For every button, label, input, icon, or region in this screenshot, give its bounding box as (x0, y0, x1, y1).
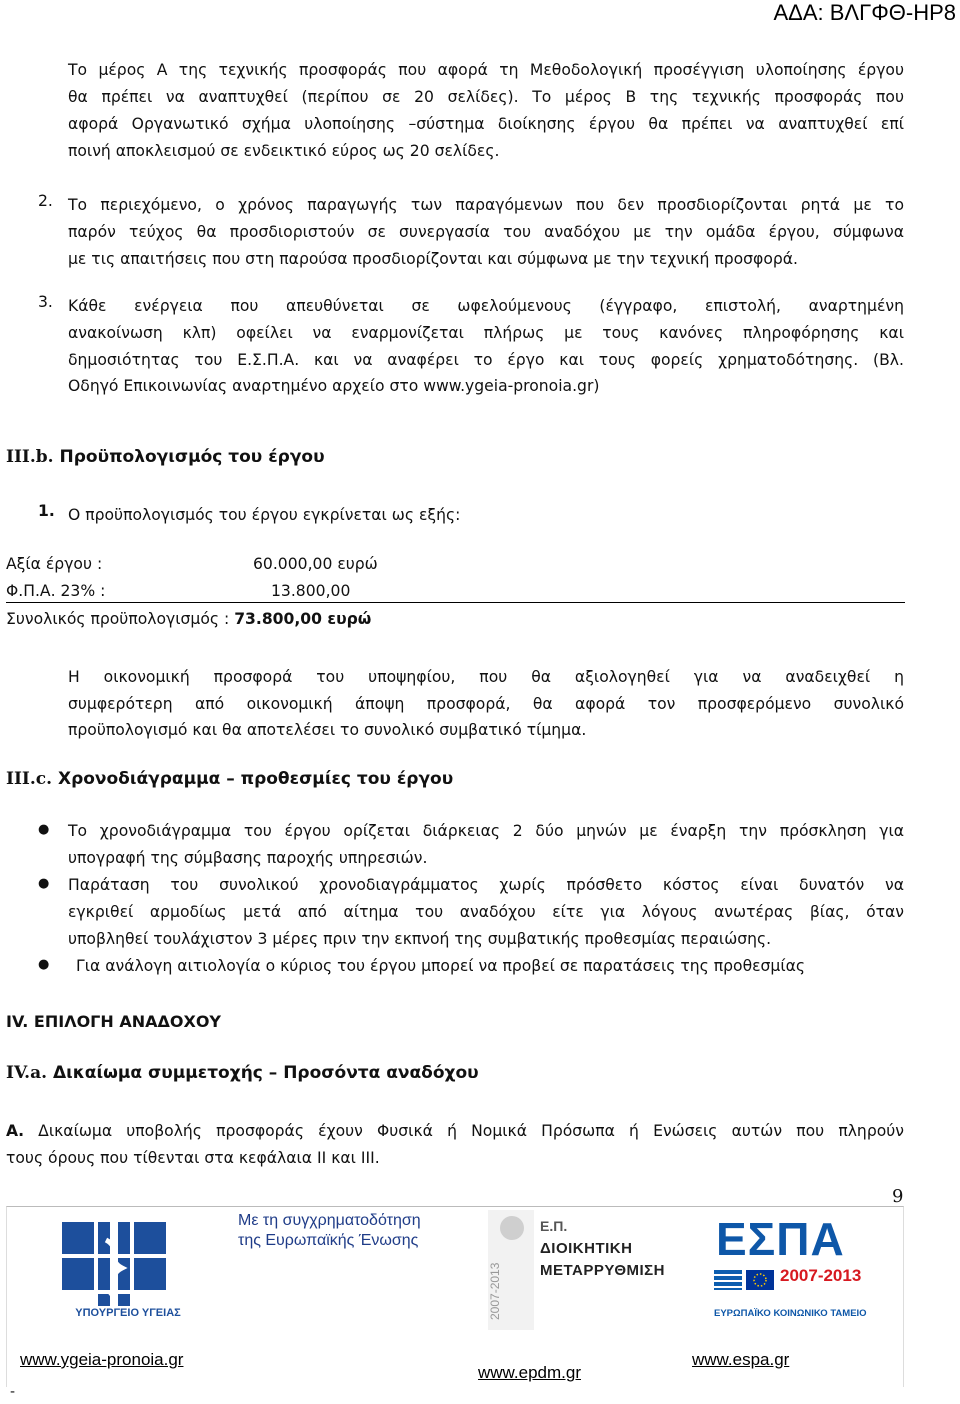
budget-total-label: Συνολικός προϋπολογισμός : (6, 610, 235, 628)
espa-years: 2007-2013 (780, 1266, 862, 1285)
item-2-line-1: Το περιεχόμενο, ο χρόνος παραγωγής των παραγόμενων που δεν προσδιορίζονται ρητά με το (68, 196, 904, 214)
budget-row-vat-label: Φ.Π.Α. 23% : (6, 582, 106, 600)
cofinance-line-2: της Ευρωπαϊκής Ένωσης (238, 1232, 419, 1249)
budget-para-line-2: συμφερότερη από οικονομική άποψη προσφορά, θα αφορά τον προσφερόμενο συνολικό (68, 695, 904, 713)
ada-code: ΑΔΑ: ΒΛΓΦΘ-ΗΡ8 (773, 0, 956, 25)
espa-fund: ΕΥΡΩΠΑΪΚΟ ΚΟΙΝΩΝΙΚΟ ΤΑΜΕΙΟ (714, 1308, 867, 1319)
budget-row-value (6, 555, 378, 573)
schedule-bullet-2-line-1: Παράταση του συνολικού χρονοδιαγράμματος χωρίς πρόσθετο κόστος είναι δυνατόν να (68, 876, 904, 894)
budget-row-value-amount: 60.000,00 ευρώ (253, 555, 378, 573)
footer-link-ygeia[interactable]: www.ygeia-pronoia.gr (20, 1350, 184, 1369)
budget-row-vat (6, 582, 351, 600)
budget-para-line-3: προϋπολογισμό και θα αποτελέσει το συνολικό συμβατικό τίμημα. (68, 721, 587, 739)
page-number: 9 (892, 1186, 904, 1207)
espa-name: ΕΣΠΑ (716, 1213, 845, 1265)
item-2-line-3: με τις απαιτήσεις που στη παρούσα προσδιορίζονται και σύμφωνα με την τεχνική προσφορά. (68, 250, 798, 268)
intro-line-4: ποινή αποκλεισμού σε ενδεικτικό εύρος ως 20 σελίδες. (68, 142, 500, 160)
section-schedule-roman: III.c. (6, 769, 53, 789)
cofinance-line-1: Με τη συγχρηματοδότηση (238, 1212, 421, 1229)
section-schedule-heading (6, 769, 453, 789)
section-budget-heading (6, 447, 325, 467)
budget-row-total (6, 610, 371, 628)
flags-icon (714, 1268, 776, 1304)
item-3-line-2: ανακοίνωση κλπ) οφείλει να εναρμονίζεται πλήρως με τους κανόνες πληροφόρησης και (68, 324, 904, 342)
budget-total-rule (6, 602, 905, 603)
budget-item-number: 1. (38, 502, 55, 520)
footer-link-epdm[interactable]: www.epdm.gr (478, 1363, 581, 1382)
section-iva-a-line-1 (6, 1118, 904, 1145)
schedule-bullet-1-line-1: Το χρονοδιάγραμμα του έργου ορίζεται διάρκειας 2 δύο μηνών με έναρξη την πρόσκληση για (68, 822, 904, 840)
budget-para-line-1: Η οικονομική προσφορά του υποψηφίου, που θα αξιολογηθεί για να αναδειχθεί η (68, 668, 904, 686)
budget-total-value: 73.800,00 ευρώ (234, 610, 372, 628)
ep-label: Ε.Π. (540, 1218, 568, 1234)
bullet-3-dot: ● (38, 957, 50, 972)
item-2-line-2: παρόν τεύχος θα προσδιοριστούν σε συνεργασία του αναδόχου με την ομάδα έργου, σύμφωνα (68, 223, 904, 241)
section-budget-title: Προϋπολογισμός του έργου (59, 447, 325, 467)
budget-row-vat-amount: 13.800,00 (271, 582, 351, 600)
budget-item-text: Ο προϋπολογισμός του έργου εγκρίνεται ως εξής: (68, 506, 461, 524)
item-3-line-4: Οδηγό Επικοινωνίας αναρτημένο αρχείο στο www.ygeia-pronoia.gr) (68, 377, 600, 395)
ep-years: 2007-2013 (488, 1262, 502, 1320)
schedule-bullet-2-line-3: υποβληθεί τουλάχιστον 3 μέρες πριν την εκπνοή της συμβατικής προθεσμίας περαιώσης. (68, 930, 772, 948)
intro-line-2: θα πρέπει να αναπτυχθεί (περίπου σε 20 σελίδες). Το μέρος Β της τεχνικής προσφοράς που (68, 88, 904, 106)
item-3-line-1: Κάθε ενέργεια που απευθύνεται σε ωφελούμενους (έγγραφο, επιστολή, αναρτημένη (68, 297, 904, 315)
intro-line-3: αφορά Οργανωτικό σχήμα υλοποίησης –σύστημα διοίκησης έργου θα πρέπει να αναπτυχθεί επί (68, 115, 904, 133)
section-iva-roman: IV.a. (6, 1063, 48, 1083)
item-3-number: 3. (38, 293, 53, 311)
ep-title-2: ΜΕΤΑΡΡΥΘΜΙΣΗ (540, 1262, 665, 1279)
section-iv-title: IV. ΕΠΙΛΟΓΗ ΑΝΑΔΟΧΟΥ (6, 1012, 221, 1031)
section-iva-title: Δικαίωμα συμμετοχής – Προσόντα αναδόχου (52, 1063, 479, 1083)
bullet-2-dot: ● (38, 876, 50, 891)
intro-line-1: Το μέρος Α της τεχνικής προσφοράς που αφορά τη Μεθοδολογική προσέγγιση υλοποίησης έργου (68, 61, 904, 79)
ep-title-1: ΔΙΟΙΚΗΤΙΚΗ (540, 1240, 633, 1257)
item-3-line-3: δημοσιότητας του Ε.Σ.Π.Α. και να αναφέρει το έργο και τους φορείς χρηματοδότησης. (Βλ. (68, 351, 904, 369)
footer-dash: - (10, 1384, 16, 1400)
section-iva-a-text-1: Δικαίωμα υποβολής προσφοράς έχουν Φυσικά ή Νομικά Πρόσωπα ή Ενώσεις αυτών που πληρούν (38, 1122, 904, 1140)
section-iva-a-label: Α. (6, 1122, 24, 1140)
schedule-bullet-3-line-1: Για ανάλογη αιτιολογία ο κύριος του έργου μπορεί να προβεί σε παρατάσεις της προθεσμίας (76, 957, 806, 975)
bullet-1-dot: ● (38, 822, 50, 837)
section-budget-roman: III.b. (6, 447, 54, 467)
item-2-number: 2. (38, 192, 53, 210)
schedule-bullet-2-line-2: εγκριθεί αρμοδίως μετά από αίτημα του αναδόχου είτε για λόγους ανωτέρας βίας, όταν (68, 903, 904, 921)
budget-row-value-label: Αξία έργου : (6, 555, 103, 573)
ministry-label: ΥΠΟΥΡΓΕΙΟ ΥΓΕΙΑΣ (75, 1307, 181, 1319)
section-iva-a-line-2: τους όρους που τίθενται στα κεφάλαια ΙΙ και ΙΙΙ. (6, 1149, 380, 1167)
footer-link-espa[interactable]: www.espa.gr (692, 1350, 790, 1369)
section-iva-heading (6, 1063, 479, 1083)
section-schedule-title: Χρονοδιάγραμμα – προθεσμίες του έργου (57, 769, 454, 789)
schedule-bullet-1-line-2: υπογραφή της σύμβασης παροχής υπηρεσιών. (68, 849, 428, 867)
